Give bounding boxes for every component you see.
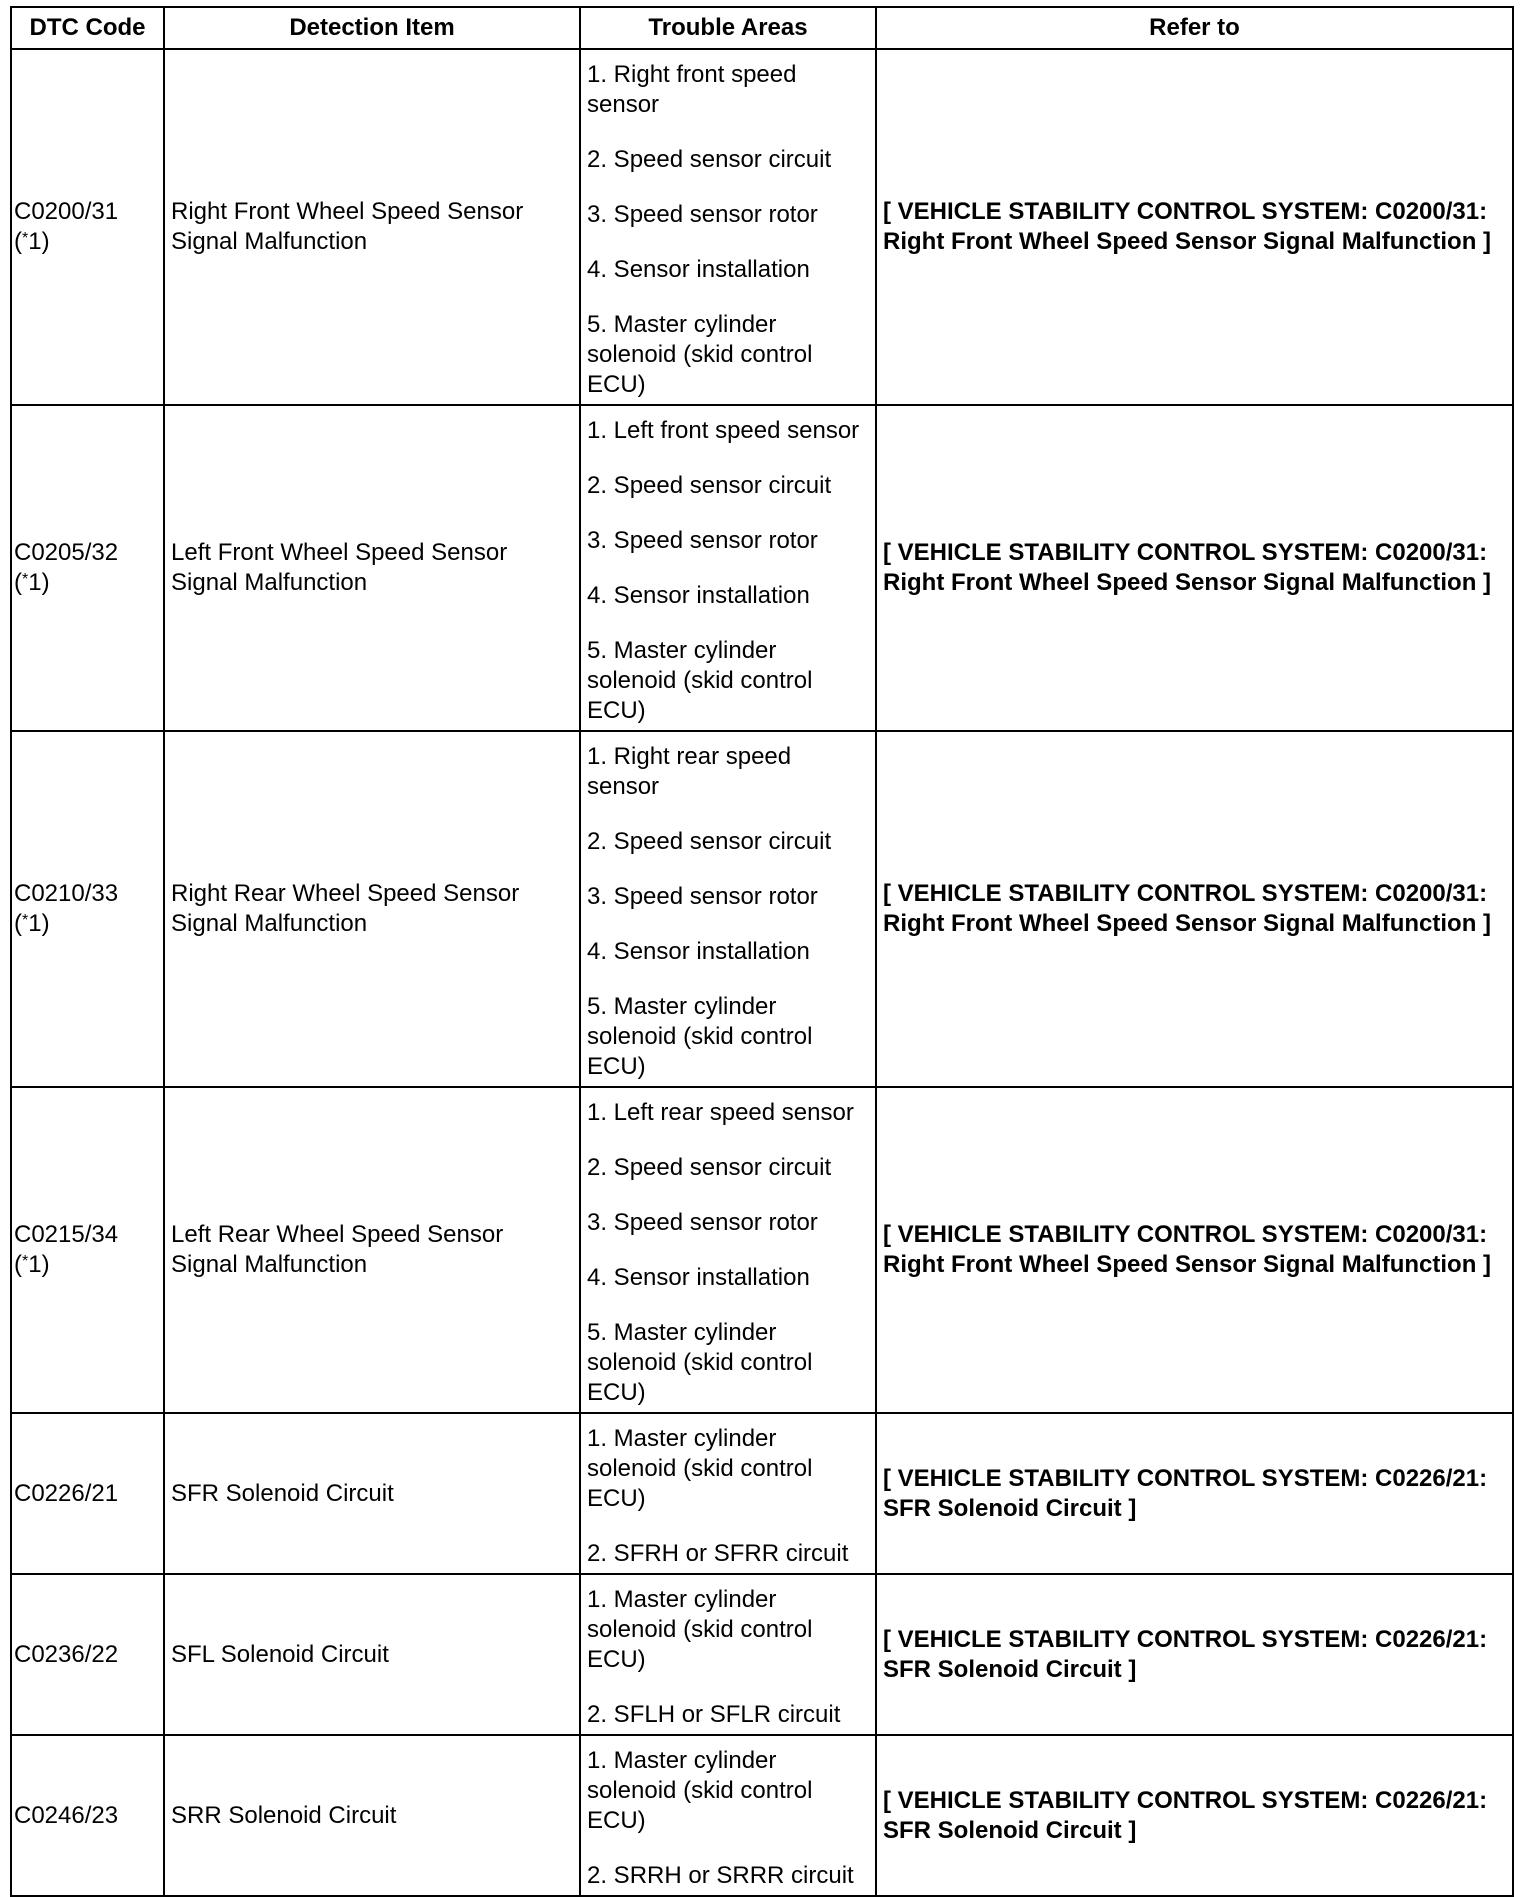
table-row (11, 1413, 1513, 1574)
trouble-area: 1. Master cylinder solenoid (skid control ECU) (587, 1425, 813, 1512)
trouble-area: 2. Speed sensor circuit (587, 1154, 832, 1181)
refer-to-link[interactable]: [ VEHICLE STABILITY CONTROL SYSTEM: C0200/31: Right Front Wheel Speed Sensor Signal Malfunction ] (876, 49, 1513, 405)
trouble-area: 2. Speed sensor circuit (587, 146, 832, 173)
table-row (11, 1574, 1513, 1735)
table-row (11, 1087, 1513, 1413)
trouble-area: 3. Speed sensor rotor (587, 1209, 818, 1236)
refer-to-link[interactable]: [ VEHICLE STABILITY CONTROL SYSTEM: C0226/21: SFR Solenoid Circuit ] (876, 1413, 1513, 1574)
dtc-note: (*1) (14, 228, 50, 255)
trouble-area: 3. Speed sensor rotor (587, 883, 818, 910)
refer-to-link[interactable]: [ VEHICLE STABILITY CONTROL SYSTEM: C0200/31: Right Front Wheel Speed Sensor Signal Malfunction ] (876, 1087, 1513, 1413)
footnote-star: * (22, 912, 29, 929)
table-row (11, 1735, 1513, 1896)
refer-to-link[interactable]: [ VEHICLE STABILITY CONTROL SYSTEM: C0226/21: SFR Solenoid Circuit ] (876, 1735, 1513, 1896)
trouble-area: 3. Speed sensor rotor (587, 201, 818, 228)
trouble-area: 2. SFLH or SFLR circuit (587, 1701, 841, 1728)
header-row (11, 7, 1513, 49)
trouble-area: 5. Master cylinder solenoid (skid control ECU) (587, 993, 813, 1080)
dtc-note: (*1) (14, 1251, 50, 1278)
trouble-area: 1. Left front speed sensor (587, 417, 860, 444)
trouble-area: 4. Sensor installation (587, 256, 810, 283)
trouble-areas-cell (580, 49, 876, 405)
detection-item: Right Front Wheel Speed Sensor Signal Malfunction (164, 49, 580, 405)
dtc-code: C0226/21 (14, 1479, 119, 1507)
refer-to-link[interactable]: [ VEHICLE STABILITY CONTROL SYSTEM: C0226/21: SFR Solenoid Circuit ] (876, 1574, 1513, 1735)
trouble-area: 5. Master cylinder solenoid (skid control ECU) (587, 311, 813, 398)
trouble-area: 1. Left rear speed sensor (587, 1099, 854, 1126)
header-refer-to: Refer to (876, 7, 1513, 49)
trouble-area: 1. Master cylinder solenoid (skid control ECU) (587, 1747, 813, 1834)
detection-item: Left Front Wheel Speed Sensor Signal Malfunction (164, 405, 580, 731)
dtc-code: C0200/31 (14, 198, 119, 225)
trouble-areas-cell (580, 1413, 876, 1574)
trouble-area: 2. Speed sensor circuit (587, 472, 832, 499)
trouble-areas-cell (580, 1087, 876, 1413)
footnote-star: * (22, 571, 29, 588)
table-row (11, 405, 1513, 731)
table-row (11, 731, 1513, 1087)
trouble-area: 5. Master cylinder solenoid (skid control ECU) (587, 1319, 813, 1406)
trouble-area: 3. Speed sensor rotor (587, 527, 818, 554)
trouble-area: 4. Sensor installation (587, 938, 810, 965)
trouble-area: 1. Right rear speed sensor (587, 743, 792, 800)
trouble-area: 5. Master cylinder solenoid (skid control ECU) (587, 637, 813, 724)
footnote-star: * (22, 1253, 29, 1270)
trouble-area: 1. Master cylinder solenoid (skid control ECU) (587, 1586, 813, 1673)
detection-item: SFR Solenoid Circuit (164, 1413, 580, 1574)
trouble-areas-cell (580, 731, 876, 1087)
dtc-table (10, 6, 1514, 1897)
header-detection-item: Detection Item (164, 7, 580, 49)
trouble-area: 2. SFRH or SFRR circuit (587, 1540, 849, 1567)
detection-item: SRR Solenoid Circuit (164, 1735, 580, 1896)
dtc-code: C0215/34 (14, 1221, 119, 1248)
trouble-area: 1. Right front speed sensor (587, 61, 797, 118)
refer-to-link[interactable]: [ VEHICLE STABILITY CONTROL SYSTEM: C0200/31: Right Front Wheel Speed Sensor Signal Malfunction ] (876, 405, 1513, 731)
trouble-area: 4. Sensor installation (587, 1264, 810, 1291)
header-dtc-code: DTC Code (11, 7, 164, 49)
dtc-code: C0236/22 (14, 1640, 119, 1668)
footnote-star: * (22, 230, 29, 247)
dtc-code-cell (11, 49, 164, 405)
detection-item: Right Rear Wheel Speed Sensor Signal Malfunction (164, 731, 580, 1087)
table-row (11, 49, 1513, 405)
dtc-code-cell (11, 1413, 164, 1574)
dtc-code-cell (11, 405, 164, 731)
dtc-code: C0246/23 (14, 1801, 119, 1829)
detection-item: Left Rear Wheel Speed Sensor Signal Malfunction (164, 1087, 580, 1413)
header-trouble-areas: Trouble Areas (580, 7, 876, 49)
dtc-code-cell (11, 1087, 164, 1413)
refer-to-link[interactable]: [ VEHICLE STABILITY CONTROL SYSTEM: C0200/31: Right Front Wheel Speed Sensor Signal Malfunction ] (876, 731, 1513, 1087)
trouble-area: 2. SRRH or SRRR circuit (587, 1862, 854, 1889)
dtc-note: (*1) (14, 910, 50, 937)
trouble-area: 4. Sensor installation (587, 582, 810, 609)
dtc-code-cell (11, 731, 164, 1087)
dtc-note: (*1) (14, 569, 50, 596)
dtc-code: C0205/32 (14, 539, 119, 566)
trouble-areas-cell (580, 1735, 876, 1896)
dtc-code-cell (11, 1574, 164, 1735)
detection-item: SFL Solenoid Circuit (164, 1574, 580, 1735)
trouble-area: 2. Speed sensor circuit (587, 828, 832, 855)
dtc-code-cell (11, 1735, 164, 1896)
dtc-code: C0210/33 (14, 880, 119, 907)
trouble-areas-cell (580, 1574, 876, 1735)
trouble-areas-cell (580, 405, 876, 731)
